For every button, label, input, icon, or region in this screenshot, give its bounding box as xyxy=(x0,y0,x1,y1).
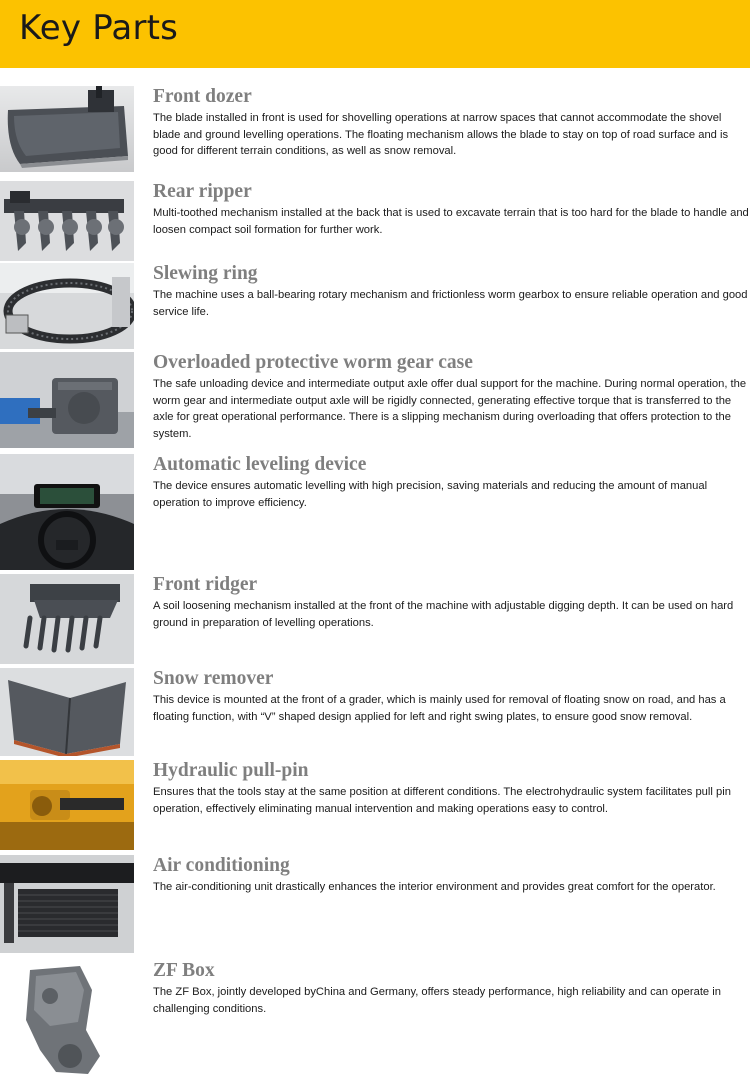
dozer-blade-image xyxy=(0,86,134,172)
part-title: Overloaded protective worm gear case xyxy=(153,352,473,373)
part-title: Hydraulic pull-pin xyxy=(153,760,309,781)
part-description: The ZF Box, jointly developed byChina and Germany, offers steady performance, high reliability and can operate in challenging conditions. xyxy=(153,986,721,1015)
part-description: This device is mounted at the front of a grader, which is mainly used for removal of floating snow on road, and has a floating function, with “V” shaped design applied for left and right swing plates, to ensure good snow removal. xyxy=(153,694,726,723)
part-title: Slewing ring xyxy=(153,263,258,284)
part-automatic-leveling-device xyxy=(0,454,750,570)
part-zf-box xyxy=(0,960,750,1080)
worm-gear-case-image xyxy=(0,352,134,448)
part-title: Front dozer xyxy=(153,86,252,107)
part-description: A soil loosening mechanism installed at the front of the machine with adjustable digging depth. It can be used on hard ground in preparation of levelling operations. xyxy=(153,600,734,629)
part-title: Front ridger xyxy=(153,574,258,595)
part-air-conditioning xyxy=(0,855,750,953)
part-description: Multi-toothed mechanism installed at the back that is used to excavate terrain that is too hard for the blade to handle and loosen compact soil formation for further work. xyxy=(153,207,749,236)
part-worm-gear-case xyxy=(0,352,750,448)
slewing-ring-image xyxy=(0,263,134,349)
part-title: Snow remover xyxy=(153,668,274,689)
snow-remover-image xyxy=(0,668,134,756)
hydraulic-pull-pin-image xyxy=(0,760,134,850)
part-front-dozer xyxy=(0,86,750,172)
part-description: The device ensures automatic levelling with high precision, saving materials and reducing the amount of manual operation to improve efficiency. xyxy=(153,480,708,509)
header-banner xyxy=(0,0,750,68)
part-description: Ensures that the tools stay at the same position at different conditions. The electrohydraulic system facilitates pull pin operation, effectively eliminating manual intervention and making operations easy to control. xyxy=(153,786,731,815)
part-description: The machine uses a ball-bearing rotary mechanism and frictionless worm gearbox to ensure reliable operation and good service life. xyxy=(153,289,748,318)
air-conditioning-image xyxy=(0,855,134,953)
part-rear-ripper xyxy=(0,181,750,261)
part-front-ridger xyxy=(0,574,750,664)
rear-ripper-image xyxy=(0,181,134,261)
part-title: Automatic leveling device xyxy=(153,454,367,475)
part-description: The air-conditioning unit drastically enhances the interior environment and provides great comfort for the operator. xyxy=(153,881,716,893)
part-description: The blade installed in front is used for shovelling operations at narrow spaces that cannot accommodate the shovel blade and ground levelling operations. The floating mechanism allows the blade to stay on top of road surface and is good for different terrain conditions, as well as snow removal. xyxy=(153,112,729,158)
page-title: Key Parts xyxy=(19,8,179,48)
leveling-device-image xyxy=(0,454,134,570)
part-title: Rear ripper xyxy=(153,181,252,202)
part-hydraulic-pull-pin xyxy=(0,760,750,850)
part-slewing-ring xyxy=(0,263,750,349)
part-title: Air conditioning xyxy=(153,855,290,876)
zf-gearbox-image xyxy=(0,960,134,1080)
part-description: The safe unloading device and intermediate output axle offer dual support for the machine. During normal operation, the worm gear and intermediate output axle will be rigidly connected, generating effective torque that is transferred to the axle for great operational performance. There is a slipping mechanism during overloading that offers protection to the system. xyxy=(153,378,747,440)
front-ridger-image xyxy=(0,574,134,664)
part-title: ZF Box xyxy=(153,960,215,981)
part-snow-remover xyxy=(0,668,750,756)
